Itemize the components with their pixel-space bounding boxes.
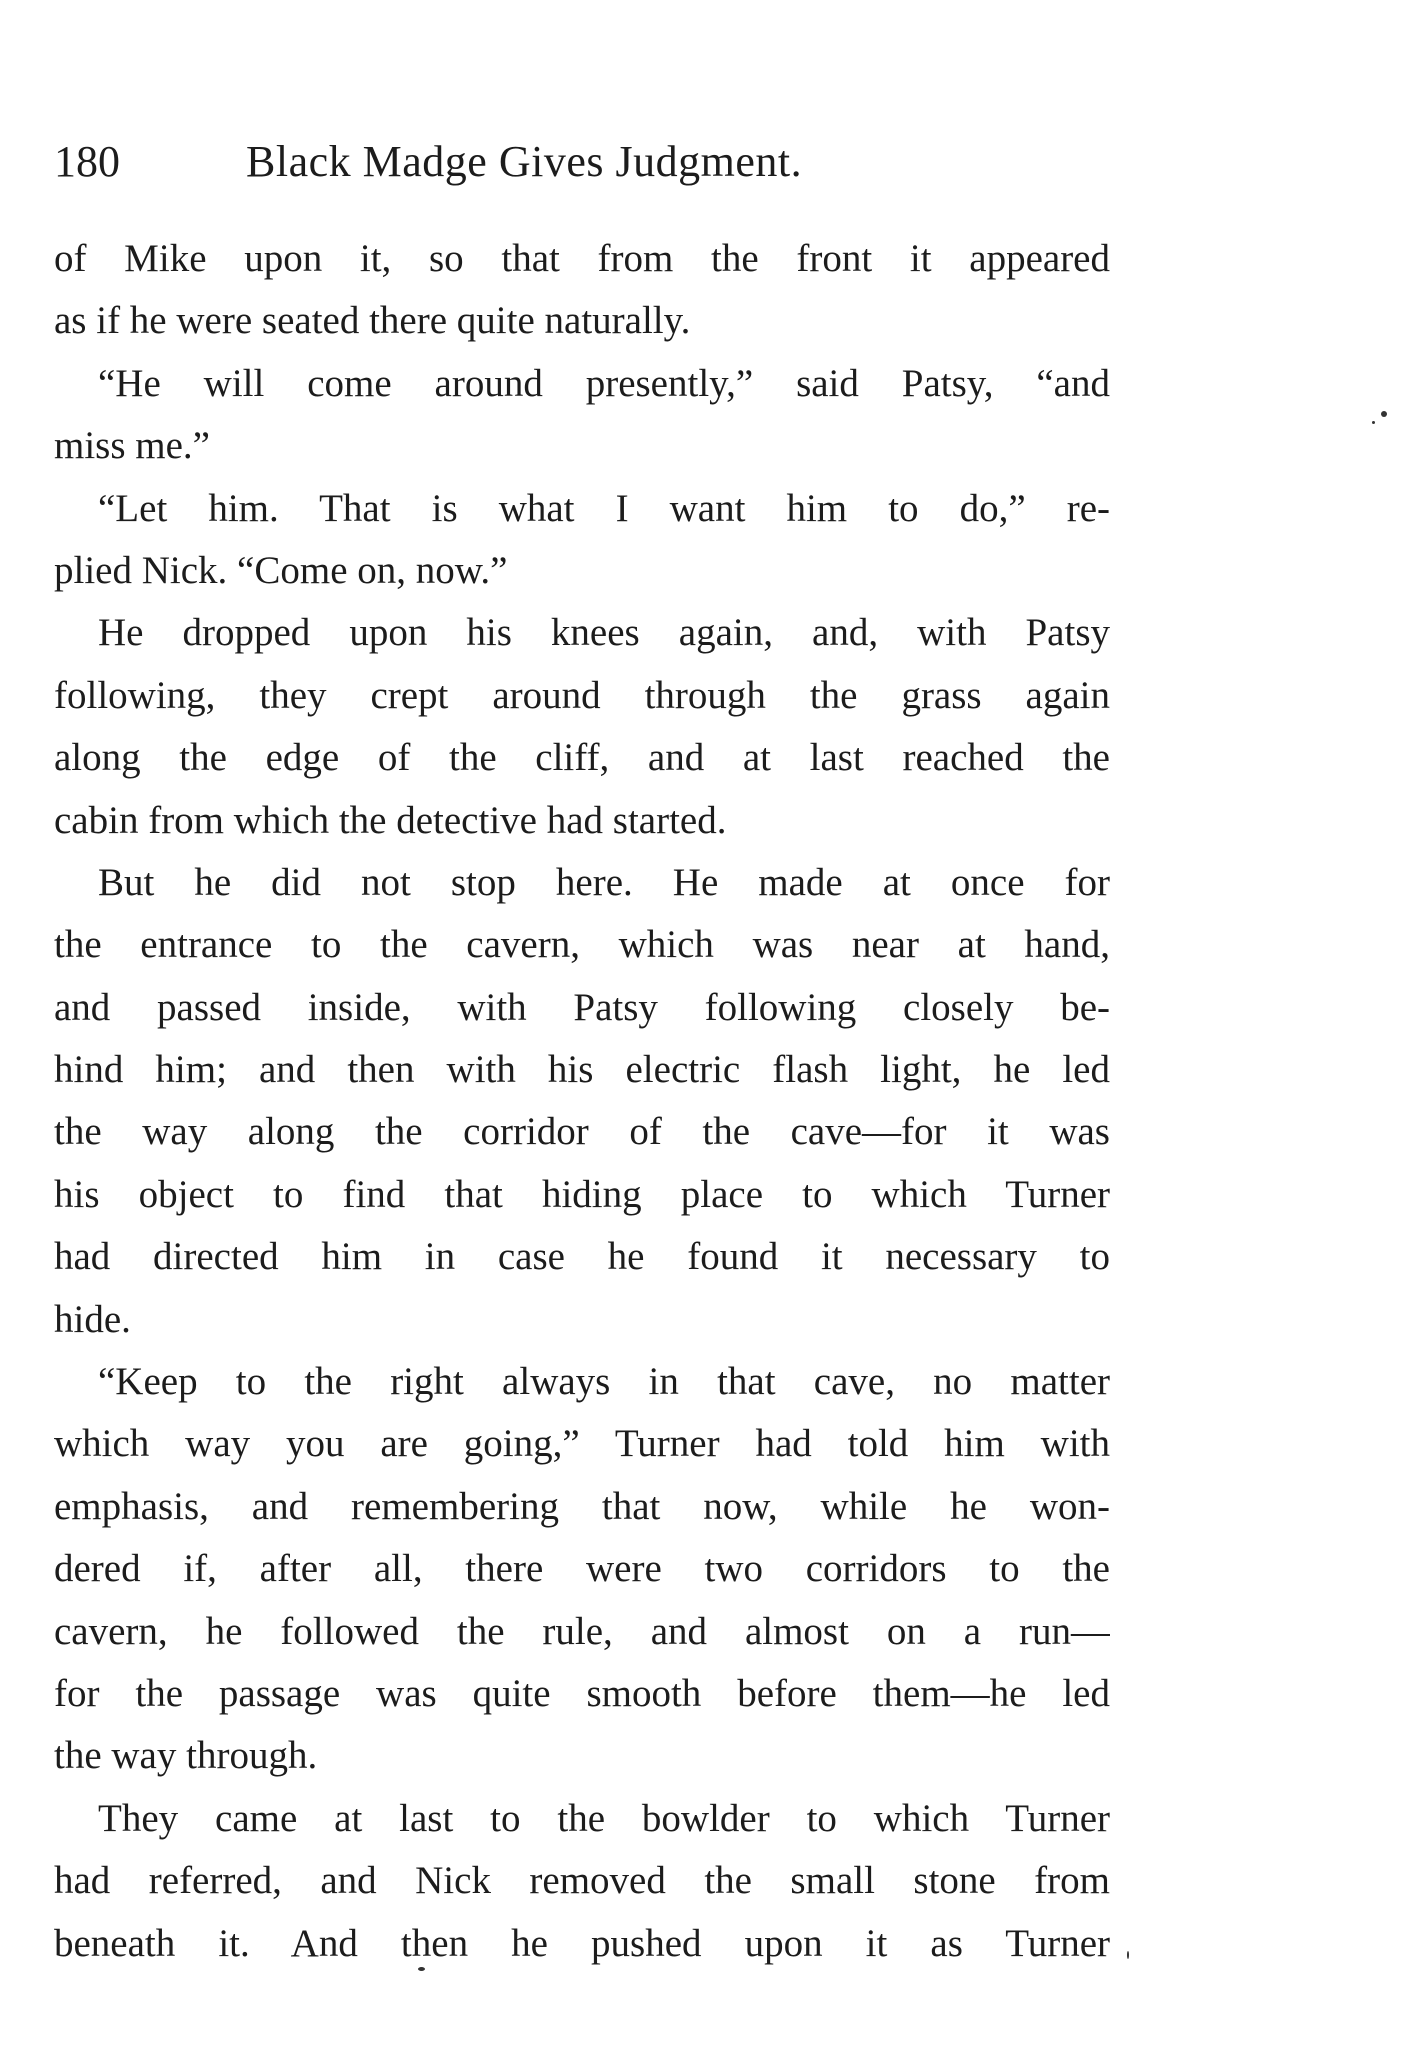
text-line: hide.	[54, 1297, 131, 1341]
text-line: and passed inside, with Patsy following closely be-	[54, 985, 1110, 1029]
text-line: had referred, and Nick removed the small stone from	[54, 1859, 1110, 1903]
text-line: had directed him in case he found it necessary to	[54, 1235, 1110, 1279]
text-line: his object to find that hiding place to which Turner	[54, 1172, 1110, 1216]
running-title: Black Madge Gives Judgment.	[246, 137, 803, 186]
paragraph	[54, 1788, 1110, 1975]
text-line: cabin from which the detective had started.	[54, 798, 727, 842]
scan-speck	[1381, 411, 1387, 417]
text-line: “Keep to the right always in that cave, no matter	[98, 1360, 1110, 1404]
text-line: dered if, after all, there were two corridors to the	[54, 1547, 1110, 1591]
text-line: plied Nick. “Come on, now.”	[54, 548, 508, 592]
text-line: beneath it. And then he pushed upon it as Turner	[54, 1921, 1110, 1965]
text-line: the way along the corridor of the cave—for it was	[54, 1110, 1110, 1154]
text-line: miss me.”	[54, 424, 210, 468]
text-line: as if he were seated there quite naturally.	[54, 299, 691, 343]
text-line: “He will come around presently,” said Patsy, “and	[98, 361, 1110, 405]
text-line: cavern, he followed the rule, and almost on a run—	[54, 1609, 1110, 1653]
scan-speck	[418, 1967, 425, 1971]
paragraph	[54, 228, 1110, 353]
scan-speck	[1127, 1951, 1129, 1959]
text-line: hind him; and then with his electric flash light, he led	[54, 1048, 1110, 1092]
text-line: emphasis, and remembering that now, while he won-	[54, 1484, 1110, 1528]
paragraph	[54, 602, 1110, 852]
text-line: for the passage was quite smooth before them—he led	[54, 1671, 1110, 1715]
page-number: 180	[54, 137, 120, 186]
text-line: the entrance to the cavern, which was near at hand,	[54, 923, 1110, 967]
paragraph	[54, 478, 1110, 603]
text-line: of Mike upon it, so that from the front it appeared	[54, 237, 1110, 280]
text-line: They came at last to the bowlder to which Turner	[98, 1796, 1110, 1840]
text-line: But he did not stop here. He made at once for	[98, 860, 1110, 904]
text-line: following, they crept around through the grass again	[54, 673, 1110, 717]
text-line: the way through.	[54, 1734, 318, 1778]
body-text	[54, 228, 1110, 1975]
text-line: which way you are going,” Turner had told him with	[54, 1422, 1110, 1466]
scan-speck	[1372, 421, 1375, 424]
paragraph	[54, 852, 1110, 1351]
page-header	[54, 132, 1114, 192]
paragraph	[54, 353, 1110, 478]
paragraph	[54, 1351, 1110, 1788]
text-line: “Let him. That is what I want him to do,” re-	[98, 486, 1110, 530]
text-line: He dropped upon his knees again, and, with Patsy	[98, 611, 1110, 655]
text-line: along the edge of the cliff, and at last reached the	[54, 736, 1110, 780]
